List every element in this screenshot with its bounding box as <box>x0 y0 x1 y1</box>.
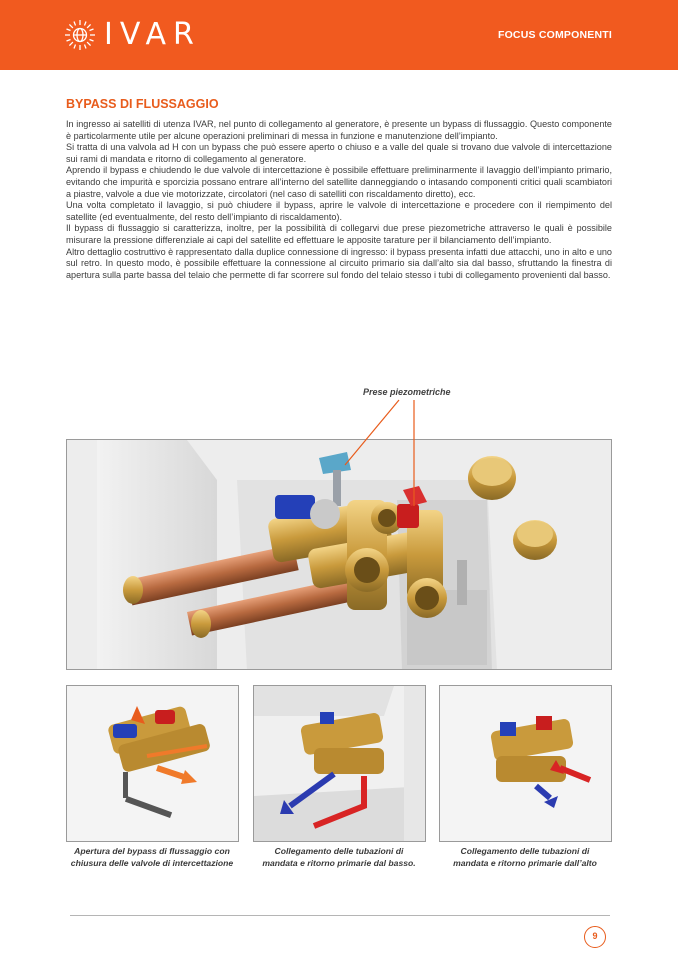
caption-line: mandata e ritorno primarie dal basso. <box>262 857 416 868</box>
caption-top-connection <box>430 846 620 869</box>
bypass-open-illustration <box>67 686 239 842</box>
thumbnail-top-connection <box>439 685 612 842</box>
article-body <box>66 119 612 281</box>
article-title: BYPASS DI FLUSSAGGIO <box>66 97 219 111</box>
paragraph: Altro dettaglio costruttivo è rappresentato dalla duplice connessione di ingresso: il bypass presenta infatti due attacchi, uno in alto e uno sul retro. In questo modo, è possibile effettuare la connessione al circuito primario sia dall’alto sia dal basso, sfruttando la finestra di apertura sulla parte bassa del telaio che permette di far scorrere sul fondo del telaio stesso i tubi di collegamento provenienti dal basso. <box>66 246 612 280</box>
paragraph: Il bypass di flussaggio si caratterizza, inoltre, per la possibilità di collegarvi due prese piezometriche attraverso le quali è possibile misurare la pressione differenziale ai capi del satellite ed effettuare le apposite tarature per il bilanciamento dell’impianto. <box>66 223 612 245</box>
thumbnail-bottom-connection <box>253 685 426 842</box>
bottom-connection-illustration <box>254 686 426 842</box>
caption-line: chiusura delle valvole di intercettazione <box>70 857 234 868</box>
caption-line: Collegamento delle tubazioni di <box>460 846 590 856</box>
page-number: 9 <box>584 926 606 948</box>
footer-divider <box>70 915 610 916</box>
paragraph: Una volta completato il lavaggio, si può chiudere il bypass, aprire le valvole di intercettazione e procedere con il riempimento del satellite (ed eventualmente, del resto dell’impianto di riscaldamento). <box>66 200 612 222</box>
flushing-bypass-illustration <box>67 440 612 670</box>
caption-bypass-open <box>57 846 247 869</box>
caption-line: mandata e ritorno primarie dall’alto <box>453 857 597 868</box>
callout-label: Prese piezometriche <box>363 387 451 397</box>
caption-line: Collegamento delle tubazioni di <box>274 846 404 856</box>
top-connection-illustration <box>440 686 612 842</box>
thumbnail-bypass-open <box>66 685 239 842</box>
brand-logo <box>64 16 201 54</box>
main-product-image <box>66 439 612 670</box>
paragraph: In ingresso ai satelliti di utenza IVAR, nel punto di collegamento al generatore, è presente un bypass di flussaggio. Questo componente è particolarmente utile per alcune operazioni preliminari di messa in funzione e manutenzione dell’impianto. <box>66 119 612 141</box>
caption-line: Apertura del bypass di flussaggio con <box>74 846 230 856</box>
paragraph: Si tratta di una valvola ad H con un bypass che può essere aperto o chiuso e a valle del quale si trovano due valvole di intercettazione sui rami di mandata e ritorno di collegamento al generatore. <box>66 142 612 164</box>
sunburst-globe-icon <box>64 19 96 51</box>
brand-name: IVAR <box>104 17 201 52</box>
section-tag: FOCUS COMPONENTI <box>497 29 612 41</box>
paragraph: Aprendo il bypass e chiudendo le due valvole di intercettazione è possibile effettuare preliminarmente il lavaggio dell’impianto primario, evitando che impurità e sporcizia possano entrare all’interno del satellite danneggiando o intasando componenti critici quali scambiatori a piastre, valvole a due vie motorizzate, circolatori (nel caso di satelliti con riscaldamento diretto), ecc. <box>66 165 612 199</box>
page-header <box>0 0 678 70</box>
caption-bottom-connection <box>244 846 434 869</box>
